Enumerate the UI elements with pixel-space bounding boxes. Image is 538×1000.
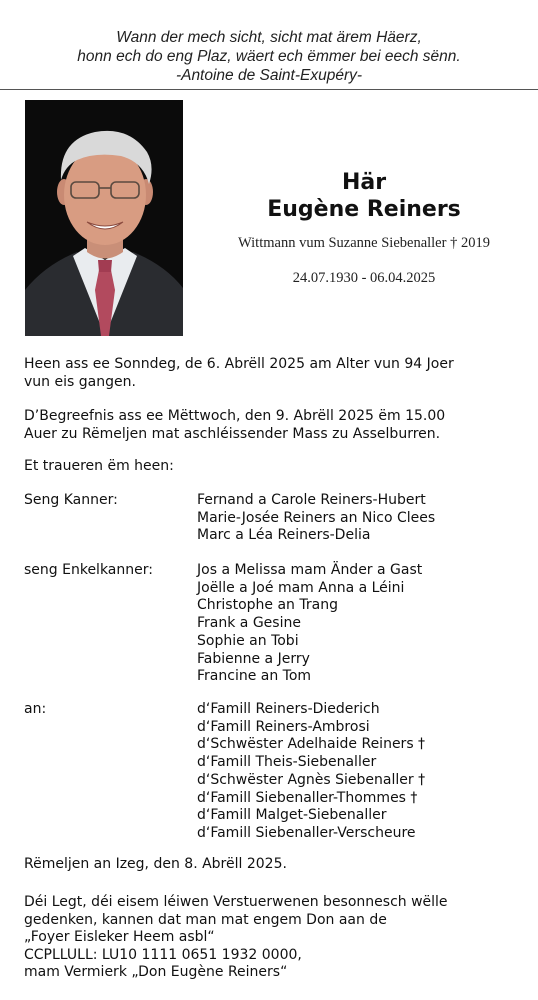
divider (0, 89, 538, 90)
text-line: gedenken, kannen dat man mat engem Don aan de (24, 911, 387, 928)
mourner-name: Sophie an Tobi (197, 632, 299, 649)
widow-line: Wittmann vum Suzanne Siebenaller † 2019 (238, 235, 490, 251)
mourner-name: d‘Schwëster Adelhaide Reiners † (197, 736, 426, 753)
mourner-name: Francine an Tom (197, 668, 312, 685)
death-announcement (24, 356, 524, 391)
mourner-name: d‘Famill Malget-Siebenaller (197, 807, 387, 824)
text-line: „Foyer Eisleker Heem asbl“ (24, 929, 215, 945)
mourner-name: d‘Famill Reiners-Ambrosi (197, 718, 370, 735)
quote-line: honn ech do eng Plaz, wäert ech ëmmer bei eech sënn. (77, 48, 461, 65)
text-line: vun eis gangen. (24, 373, 136, 390)
text-line: Déi Legt, déi eisem léiwen Verstuerwenen besonnesch wëlle (24, 894, 448, 910)
mourners-intro: Et traueren ëm heen: (24, 458, 174, 474)
mourner-name: Joëlle a Joé mam Anna a Léini (197, 579, 405, 596)
mourner-name: Frank a Gesine (197, 615, 301, 632)
salutation: Här (341, 170, 387, 195)
text-line: Heen ass ee Sonndeg, de 6. Abrëll 2025 am Alter vun 94 Joer (24, 356, 454, 372)
mourner-name: d‘Famill Theis-Siebenaller (197, 754, 377, 771)
quote-line: Wann der mech sicht, sicht mat ärem Häerz, (116, 29, 422, 46)
relatives-label: an: (24, 701, 47, 717)
text-line: CCPLLULL: LU10 1111 0651 1932 0000, (24, 946, 302, 963)
grandchildren-names (197, 562, 422, 686)
funeral-details (24, 408, 524, 443)
place-date-line: Rëmeljen an Izeg, den 8. Abrëll 2025. (24, 856, 287, 872)
relatives-names (197, 701, 425, 843)
mourner-name: Jos a Melissa mam Änder a Gast (197, 562, 423, 578)
text-line: Auer zu Rëmeljen mat aschléissender Mass zu Asselburren. (24, 425, 441, 442)
donation-note (24, 894, 524, 982)
mourner-name: Christophe an Trang (197, 597, 338, 614)
grandchildren-label: seng Enkelkanner: (24, 562, 153, 578)
mourner-name: d‘Famill Reiners-Diederich (197, 701, 380, 717)
mourner-name: d‘Famill Siebenaller-Verscheure (197, 824, 416, 841)
life-dates: 24.07.1930 - 06.04.2025 (292, 270, 436, 286)
mourner-name: Fabienne a Jerry (197, 650, 310, 667)
portrait-photo (25, 100, 183, 336)
deceased-name: Eugène Reiners (267, 197, 461, 222)
mourner-name: Fernand a Carole Reiners-Hubert (197, 492, 426, 508)
mourner-name: Marie-Josée Reiners an Nico Clees (197, 509, 436, 526)
quote-attribution: -Antoine de Saint-Exupéry- (175, 67, 363, 84)
text-line: D’Begreefnis ass ee Mëttwoch, den 9. Abrëll 2025 ëm 15.00 (24, 408, 446, 424)
epigraph-quote (0, 28, 538, 85)
mourner-name: d‘Schwëster Agnès Siebenaller † (197, 771, 426, 788)
mourner-name: Marc a Léa Reiners-Delia (197, 527, 371, 544)
mourner-name: d‘Famill Siebenaller-Thommes † (197, 789, 418, 806)
text-line: mam Vermierk „Don Eugène Reiners“ (24, 964, 288, 980)
portrait-illustration (25, 100, 183, 336)
children-names (197, 492, 435, 545)
children-label: Seng Kanner: (24, 492, 118, 508)
